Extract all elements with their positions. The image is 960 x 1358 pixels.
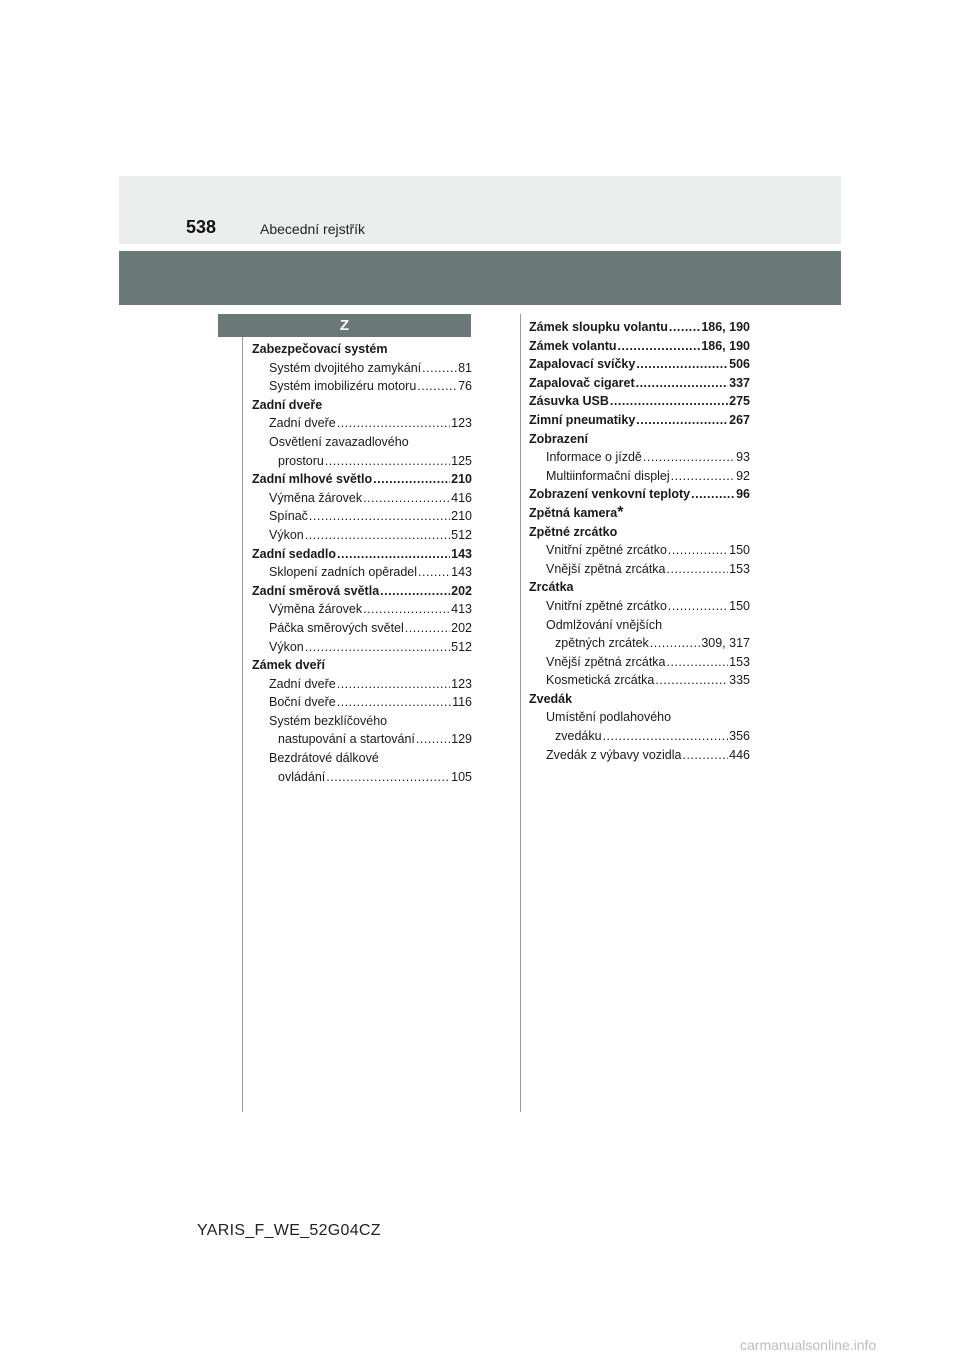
index-entry-term: Zapalovač cigaret <box>529 375 635 390</box>
index-entry-term: Páčka směrových světel <box>269 620 404 635</box>
index-entry-term: Zadní dveře <box>269 676 336 691</box>
index-entry-term: Zrcátka <box>529 580 574 595</box>
dot-leader <box>305 526 450 545</box>
index-entry-page: 93 <box>736 450 750 465</box>
dot-leader <box>650 634 701 653</box>
index-entry <box>252 489 472 508</box>
index-entry-page: 92 <box>736 468 750 483</box>
index-entry-page: 512 <box>451 639 472 654</box>
index-entry-term: Systém imobilizéru motoru <box>269 379 417 394</box>
left-column-divider <box>242 337 243 1112</box>
index-entry-term: Zámek sloupku volantu <box>529 320 668 334</box>
index-entry-term: Zobrazení venkovní teploty <box>529 487 691 502</box>
index-entry-term: Spínač <box>269 509 308 524</box>
index-entry-term: Zadní dveře <box>269 416 336 431</box>
index-entry-page: 186, 190 <box>701 320 750 334</box>
index-entry-term: Zadní mlhové světlo <box>252 472 373 487</box>
index-entry-term: Zapalovací svíčky <box>529 357 636 372</box>
index-entry <box>529 746 750 765</box>
index-entry-term: zvedáku <box>555 729 602 744</box>
index-entry-term: Odmlžování vnějších <box>546 617 663 632</box>
index-entry <box>529 374 750 393</box>
dot-leader <box>636 355 728 374</box>
index-entry <box>252 712 472 731</box>
index-entry-page: 129 <box>451 732 472 747</box>
index-entry <box>252 656 472 675</box>
index-entry-term: Zimní pneumatiky <box>529 412 636 427</box>
index-entry <box>529 392 750 411</box>
dot-leader <box>418 563 450 582</box>
header-top-bar <box>119 176 841 244</box>
watermark: carmanualsonline.info <box>740 1337 877 1353</box>
index-entry-page: 275 <box>729 394 750 409</box>
index-entry-term: Sklopení zadních opěradel <box>269 565 418 580</box>
index-entry <box>529 616 750 635</box>
index-entry <box>529 671 750 690</box>
index-entry <box>529 653 750 672</box>
index-entry-term: Výkon <box>269 527 304 542</box>
document-code: YARIS_F_WE_52G04CZ <box>197 1222 381 1239</box>
index-entry-term: Kosmetická zrcátka <box>546 673 655 688</box>
index-entry <box>252 526 472 545</box>
index-entry <box>529 448 750 467</box>
index-entry <box>252 414 472 433</box>
index-entry-term: Zámek volantu <box>529 338 617 353</box>
index-entry-term: Zabezpečovací systém <box>252 342 388 356</box>
index-entry <box>529 690 750 709</box>
index-entry-term: Boční dveře <box>269 695 336 710</box>
index-entry <box>252 600 472 619</box>
dot-leader <box>373 470 450 489</box>
index-entry <box>529 430 750 449</box>
index-entry <box>529 560 750 579</box>
index-entry-term: ovládání <box>278 769 326 784</box>
index-entry <box>252 675 472 694</box>
index-entry-page: 143 <box>451 546 472 561</box>
dot-leader <box>667 560 729 579</box>
dot-leader <box>325 452 450 471</box>
dot-leader <box>668 597 728 616</box>
dot-leader <box>667 653 729 672</box>
index-entry-page: 116 <box>452 695 472 710</box>
dot-leader <box>643 448 735 467</box>
index-entry <box>252 638 472 657</box>
header-band <box>119 251 841 305</box>
index-letter-heading: Z <box>218 314 471 337</box>
index-entry-term: Vnitřní zpětné zrcátko <box>546 543 667 558</box>
index-entry-page: 446 <box>729 747 750 762</box>
dot-leader <box>610 392 728 411</box>
dot-leader <box>309 507 450 526</box>
dot-leader <box>691 485 735 504</box>
index-entry-page: 506 <box>729 357 750 372</box>
index-entry <box>529 337 750 356</box>
index-entry <box>252 545 472 564</box>
index-entry-term: Zvedák <box>529 691 573 706</box>
dot-leader <box>636 374 729 393</box>
index-entry-term: Systém dvojitého zamykání <box>269 360 422 375</box>
index-entry-page: 76 <box>458 379 472 394</box>
dot-leader <box>337 414 450 433</box>
index-entry <box>529 597 750 616</box>
page-number: 538 <box>186 217 217 237</box>
index-entry-term: Zámek dveří <box>252 658 325 673</box>
index-entry-page: 81 <box>458 360 472 375</box>
index-entry <box>529 355 750 374</box>
dot-leader <box>618 337 701 356</box>
index-entry-term: Výměna žárovek <box>269 602 363 617</box>
index-entry-term: Vnější zpětná zrcátka <box>546 561 666 576</box>
index-entry <box>252 433 472 452</box>
index-entry-page: 153 <box>729 654 750 669</box>
index-entry-term: Zobrazení <box>529 431 589 446</box>
index-entry-page: 153 <box>729 561 750 576</box>
dot-leader <box>363 600 450 619</box>
index-entry <box>252 507 472 526</box>
dot-leader <box>337 675 450 694</box>
index-entry-term: Zvedák z výbavy vozidla <box>546 747 682 762</box>
dot-leader <box>668 541 728 560</box>
dot-leader <box>636 411 728 430</box>
index-entry <box>252 470 472 489</box>
index-entry-page: 125 <box>451 453 472 468</box>
dot-leader <box>326 768 450 787</box>
dot-leader <box>417 377 457 396</box>
index-entry-page: 150 <box>729 598 750 613</box>
index-entry <box>252 563 472 582</box>
index-entry <box>529 727 750 746</box>
index-entry-page: 337 <box>729 375 750 390</box>
index-entry <box>529 578 750 597</box>
dot-leader <box>405 619 450 638</box>
index-entry-term: Informace o jízdě <box>546 450 642 465</box>
index-entry-page: 309, 317 <box>701 636 750 651</box>
index-entry-term: Bezdrátové dálkové <box>269 751 379 766</box>
index-entry-term: Vnější zpětná zrcátka <box>546 654 666 669</box>
index-entry-term: zpětných zrcátek <box>555 636 649 651</box>
index-entry <box>252 619 472 638</box>
dot-leader <box>603 727 729 746</box>
index-entry-term: Zadní směrová světla <box>252 583 380 598</box>
index-entry-page: 143 <box>451 565 472 580</box>
dot-leader <box>669 318 700 337</box>
dot-leader <box>363 489 450 508</box>
index-entry-term: Osvětlení zavazadlového <box>269 434 409 449</box>
dot-leader <box>337 693 451 712</box>
index-entry <box>529 485 750 504</box>
index-entry-term: Výkon <box>269 639 304 654</box>
index-entry-page: 105 <box>451 769 472 784</box>
index-entry <box>252 768 472 787</box>
index-entry-term: Zadní dveře <box>252 397 323 412</box>
index-entry-page: 356 <box>729 729 750 744</box>
index-entry-term: Umístění podlahového <box>546 710 672 725</box>
index-entry <box>252 749 472 768</box>
index-entry-page: 202 <box>451 583 472 598</box>
dot-leader <box>682 746 728 765</box>
index-entry <box>252 396 472 415</box>
dot-leader <box>422 359 457 378</box>
index-entry-page: 96 <box>736 487 750 502</box>
dot-leader <box>416 730 450 749</box>
right-column-divider <box>520 314 521 1112</box>
index-entry-page: 123 <box>451 676 472 691</box>
index-entry <box>529 708 750 727</box>
index-entry <box>252 730 472 749</box>
index-entry <box>529 411 750 430</box>
index-entry-page: 123 <box>451 416 472 431</box>
index-entry-page: 267 <box>729 412 750 427</box>
index-entry <box>252 452 472 471</box>
index-entry-term: Zpětné zrcátko <box>529 524 618 539</box>
index-entry <box>252 359 472 378</box>
index-entry-page: 150 <box>729 543 750 558</box>
index-entry-page: 413 <box>451 602 472 617</box>
index-entry-term: Zásuvka USB <box>529 394 609 409</box>
index-entry-term: Multiinformační displej <box>546 468 670 483</box>
index-column-right <box>529 318 750 764</box>
dot-leader <box>655 671 728 690</box>
index-entry-page: 335 <box>729 673 750 688</box>
index-entry <box>252 340 472 359</box>
index-entry <box>529 318 750 337</box>
index-entry-page: 512 <box>451 527 472 542</box>
index-entry-page: 210 <box>451 472 472 487</box>
index-entry <box>252 377 472 396</box>
index-entry-term: Systém bezklíčového <box>269 713 388 728</box>
index-entry-page: 186, 190 <box>701 338 750 353</box>
dot-leader <box>671 467 735 486</box>
index-entry-page: 202 <box>451 620 472 635</box>
index-column-left <box>252 340 472 786</box>
index-entry <box>529 523 750 542</box>
index-entry-term: prostoru <box>278 453 324 468</box>
index-entry-term: Zpětná kamera <box>529 505 618 520</box>
index-entry <box>252 693 472 712</box>
index-entry-page: 210 <box>451 509 472 524</box>
index-entry-term: Zadní sedadlo <box>252 546 337 561</box>
index-entry-term: Vnitřní zpětné zrcátko <box>546 598 667 613</box>
index-entry-term: Výměna žárovek <box>269 490 363 505</box>
index-entry-term: nastupování a startování <box>278 732 415 747</box>
index-entry: Zpětná kamera * <box>529 503 624 521</box>
section-title: Abecední rejstřík <box>260 221 366 237</box>
index-entry <box>529 541 750 560</box>
index-entry <box>252 582 472 601</box>
dot-leader <box>380 582 450 601</box>
index-entry <box>529 634 750 653</box>
dot-leader <box>337 545 450 564</box>
index-entry <box>529 467 750 486</box>
index-entry-page: 416 <box>451 490 472 505</box>
dot-leader <box>305 638 450 657</box>
